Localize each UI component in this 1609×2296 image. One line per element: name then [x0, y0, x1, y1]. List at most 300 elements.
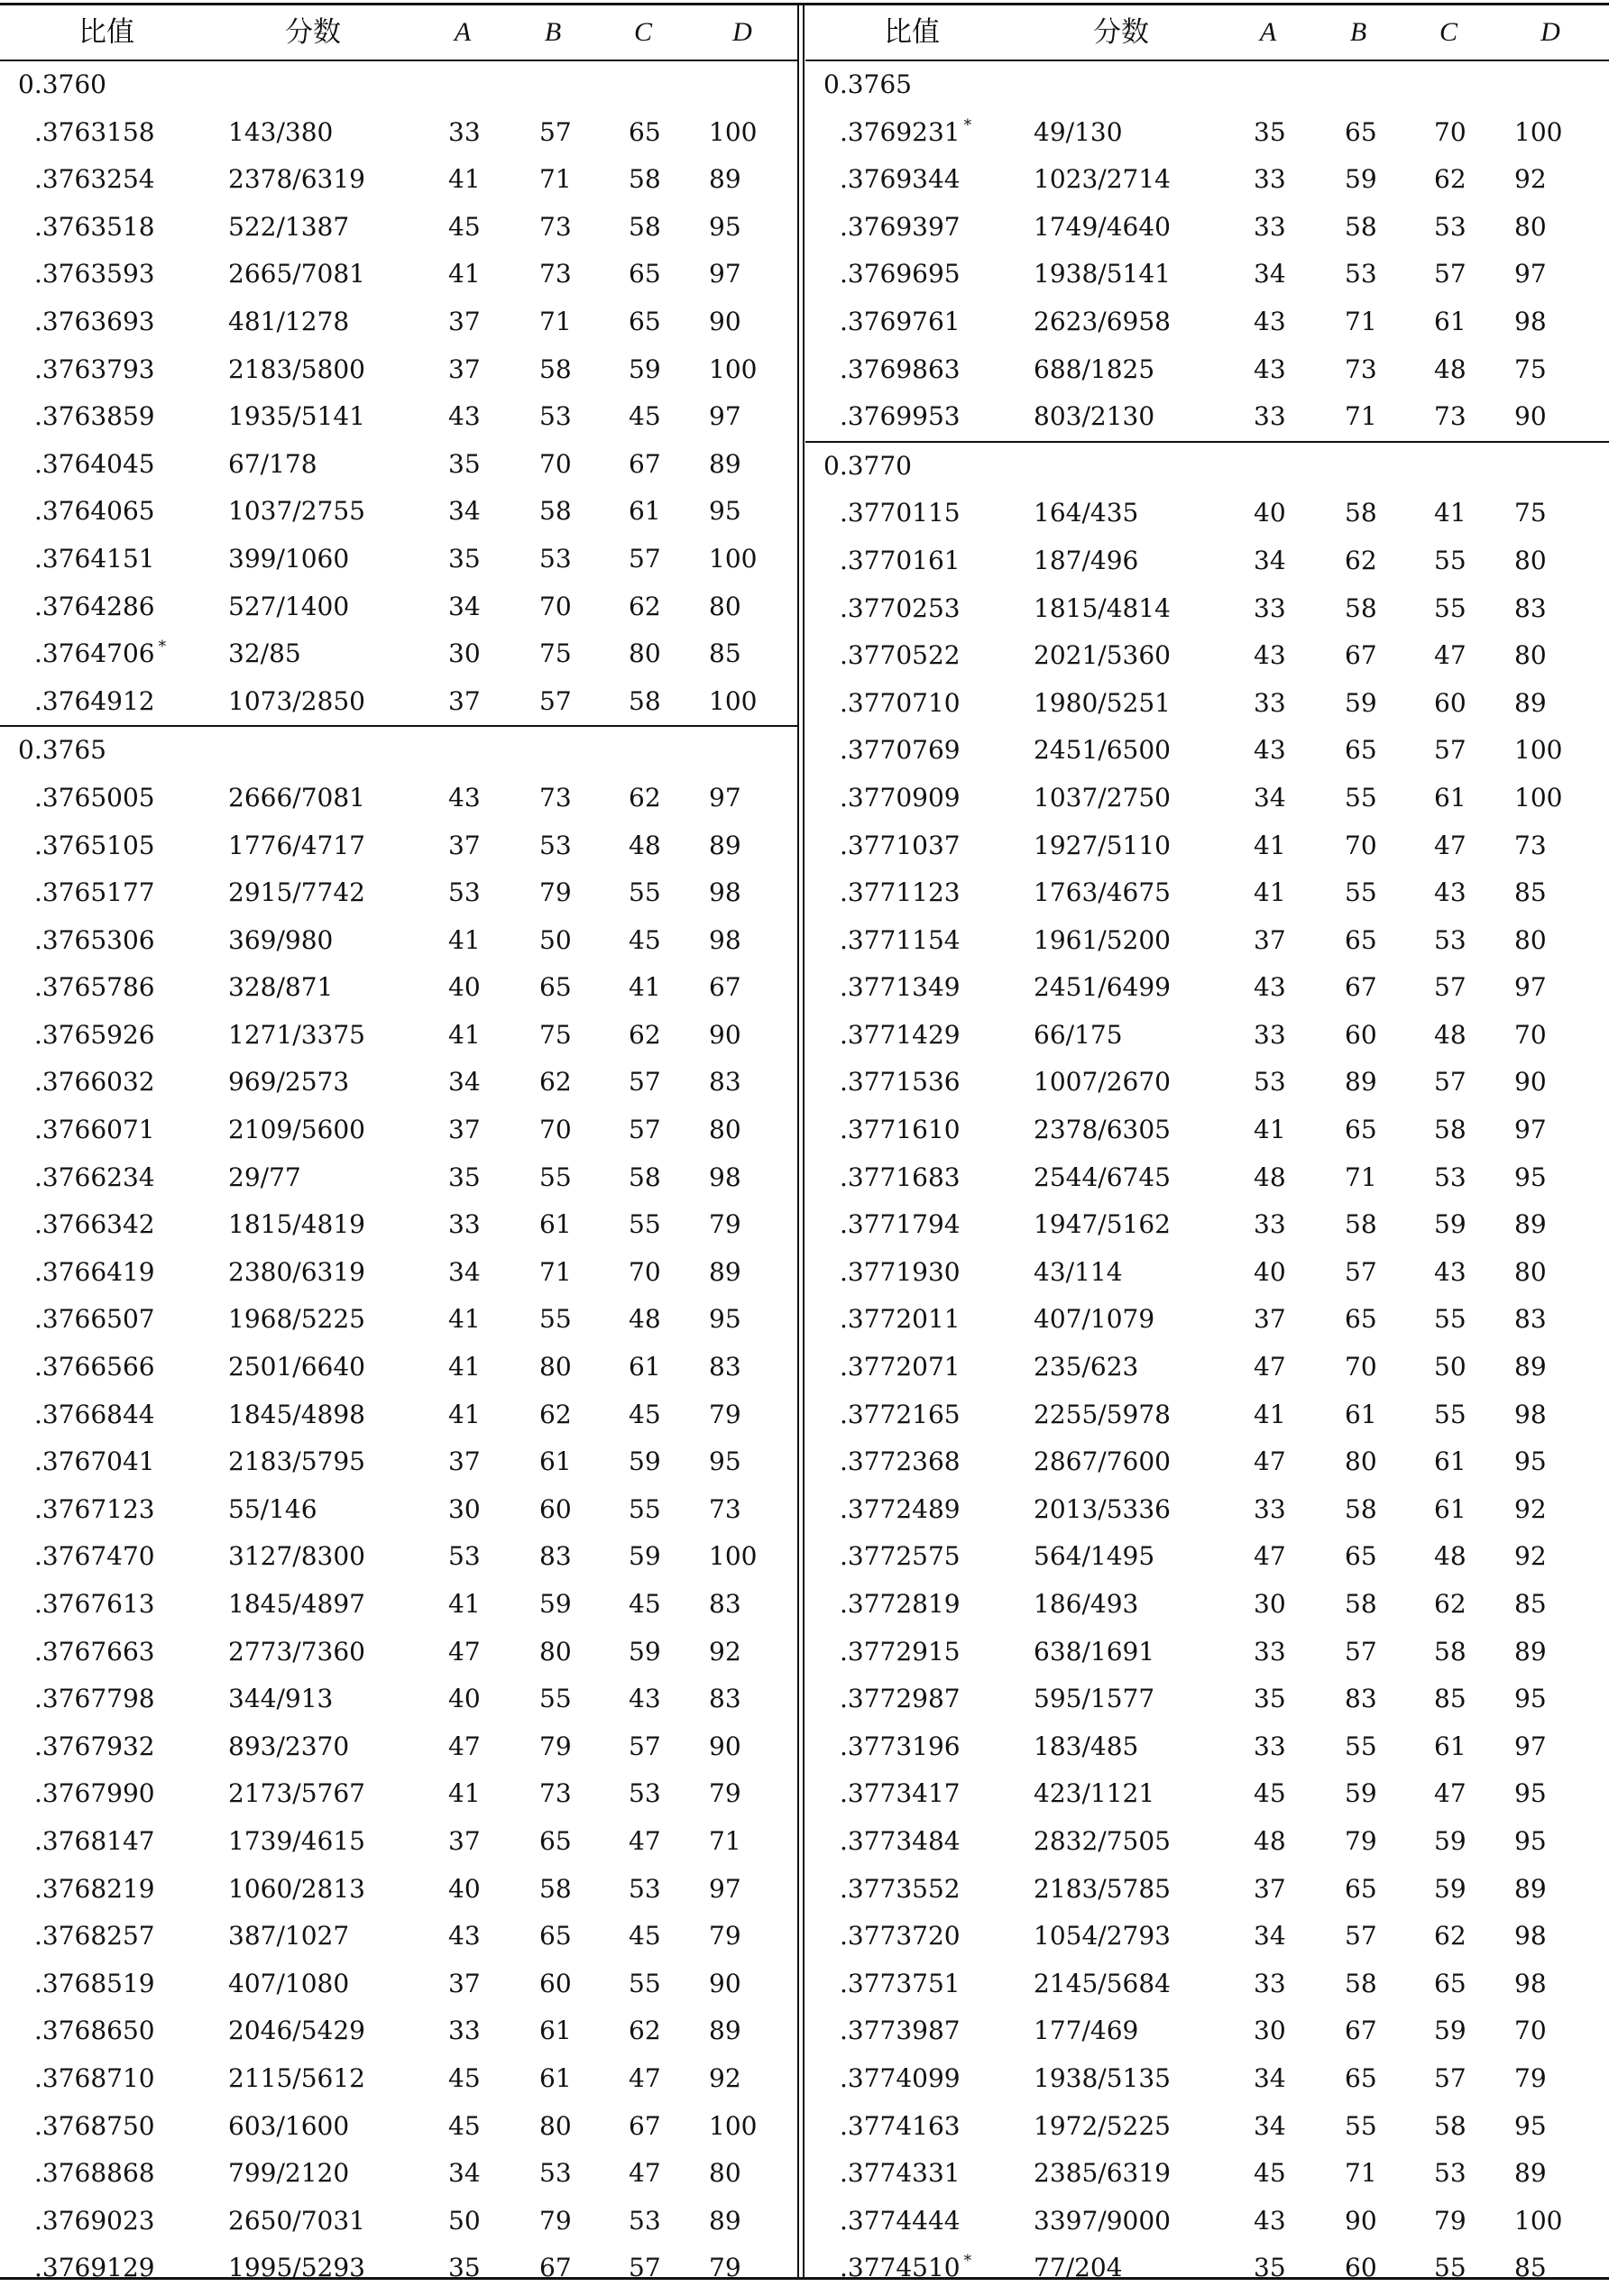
a-cell: 33	[448, 2016, 481, 2046]
a-cell: 41	[448, 164, 481, 195]
ratio-cell: .3764912	[34, 685, 155, 716]
table-row	[0, 536, 798, 583]
fraction-cell: 3397/9000	[1034, 2205, 1171, 2236]
b-cell: 60	[1345, 2253, 1377, 2283]
fraction-cell: 1995/5293	[228, 2253, 365, 2283]
ratio-cell: .3770710	[840, 687, 961, 718]
b-cell: 58	[539, 354, 572, 384]
b-cell: 60	[539, 1968, 572, 1998]
d-cell: 90	[1514, 401, 1547, 432]
c-cell: 53	[1434, 1162, 1466, 1192]
a-cell: 41	[1254, 1115, 1286, 1145]
fraction-cell: 407/1079	[1034, 1304, 1155, 1335]
c-cell: 53	[1434, 924, 1466, 955]
a-cell: 37	[1254, 924, 1286, 955]
ratio-cell: .3767663	[34, 1636, 155, 1667]
ratio-cell: .3768147	[34, 1825, 155, 1856]
c-cell: 59	[1434, 1825, 1466, 1856]
table-row	[0, 1107, 798, 1154]
fraction-cell: 1739/4615	[228, 1825, 365, 1856]
c-cell: 48	[1434, 354, 1466, 384]
d-cell: 85	[1514, 2253, 1547, 2283]
d-cell: 95	[1514, 2110, 1547, 2141]
fraction-cell: 893/2370	[228, 1731, 350, 1761]
c-cell: 62	[629, 782, 661, 813]
ratio-cell: .3764151	[34, 543, 155, 574]
fraction-cell: 2915/7742	[228, 877, 365, 908]
b-cell: 73	[539, 259, 572, 289]
d-cell: 98	[1514, 1399, 1547, 1429]
table-row	[805, 917, 1609, 965]
c-cell: 55	[1434, 545, 1466, 575]
ratio-cell: .3771037	[840, 830, 961, 860]
c-cell: 61	[1434, 1446, 1466, 1477]
table-row	[805, 2055, 1609, 2103]
a-cell: 40	[448, 972, 481, 1003]
fraction-cell: 49/130	[1034, 116, 1123, 147]
table-row	[0, 1059, 798, 1107]
a-cell: 53	[1254, 1067, 1286, 1097]
b-cell: 65	[539, 1921, 572, 1952]
ratio-cell: .3765105	[34, 830, 155, 860]
d-cell: 75	[1514, 354, 1547, 384]
table-row	[805, 1296, 1609, 1344]
a-cell: 43	[1254, 735, 1286, 766]
c-cell: 60	[1434, 687, 1466, 718]
table-header	[805, 5, 1609, 61]
c-cell: 48	[1434, 1019, 1466, 1050]
ratio-cell: .3765005	[34, 782, 155, 813]
fraction-cell: 1060/2813	[228, 1873, 365, 1904]
fraction-cell: 369/980	[228, 924, 334, 955]
a-cell: 34	[1254, 782, 1286, 813]
table-row	[0, 298, 798, 346]
ratio-cell: .3768750	[34, 2110, 155, 2141]
table-row	[0, 2007, 798, 2055]
b-cell: 70	[539, 448, 572, 479]
table-row	[0, 156, 798, 204]
a-cell: 37	[448, 1115, 481, 1145]
d-cell: 95	[1514, 1825, 1547, 1856]
d-cell: 83	[1514, 1304, 1547, 1335]
a-cell: 47	[1254, 1541, 1286, 1572]
table-row	[0, 822, 798, 870]
fraction-cell: 1845/4898	[228, 1399, 365, 1429]
ratio-cell: .3767932	[34, 1731, 155, 1761]
table-row	[805, 869, 1609, 917]
fraction-cell: 595/1577	[1034, 1684, 1155, 1714]
a-cell: 50	[448, 2205, 481, 2236]
fraction-cell: 1037/2750	[1034, 782, 1171, 813]
fraction-cell: 387/1027	[228, 1921, 350, 1952]
d-cell: 97	[1514, 972, 1547, 1003]
fraction-cell: 55/146	[228, 1493, 317, 1524]
ratio-cell: .3769695	[840, 259, 961, 289]
d-cell: 89	[709, 830, 741, 860]
fraction-cell: 143/380	[228, 116, 334, 147]
ratio-cell: .3766234	[34, 1162, 155, 1192]
b-cell: 62	[1345, 545, 1377, 575]
table-row	[0, 1486, 798, 1534]
asterisk-mark: *	[963, 2252, 972, 2271]
a-cell: 34	[448, 496, 481, 527]
ratio-cell: .3767041	[34, 1446, 155, 1477]
table-row	[805, 1486, 1609, 1534]
fraction-cell: 2501/6640	[228, 1352, 365, 1382]
table-row	[0, 1533, 798, 1581]
ratio-cell: .3772165	[840, 1399, 961, 1429]
header-d: D	[732, 17, 752, 47]
a-cell: 33	[1254, 687, 1286, 718]
table-row	[0, 251, 798, 298]
b-cell: 73	[539, 782, 572, 813]
c-cell: 55	[629, 1209, 661, 1240]
ratio-cell: .3774331	[840, 2158, 961, 2189]
d-cell: 89	[709, 448, 741, 479]
ratio-cell: .3771794	[840, 1209, 961, 1240]
ratio-cell: .3773196	[840, 1731, 961, 1761]
table-row	[805, 632, 1609, 680]
fraction-cell: 1947/5162	[1034, 1209, 1171, 1240]
a-cell: 45	[448, 2062, 481, 2093]
fraction-cell: 2109/5600	[228, 1115, 365, 1145]
a-cell: 34	[448, 1256, 481, 1287]
fraction-cell: 527/1400	[228, 591, 350, 621]
ratio-cell: .3769761	[840, 306, 961, 336]
d-cell: 89	[709, 164, 741, 195]
ratio-cell: .3771154	[840, 924, 961, 955]
d-cell: 89	[709, 1256, 741, 1287]
c-cell: 48	[1434, 1541, 1466, 1572]
d-cell: 85	[1514, 877, 1547, 908]
a-cell: 37	[448, 830, 481, 860]
c-cell: 47	[629, 2062, 661, 2093]
table-row	[805, 1581, 1609, 1629]
fraction-cell: 2173/5767	[228, 1778, 365, 1809]
b-cell: 65	[1345, 735, 1377, 766]
table-row	[0, 1866, 798, 1914]
table-row	[805, 727, 1609, 775]
c-cell: 57	[1434, 2062, 1466, 2093]
c-cell: 48	[629, 830, 661, 860]
ratio-cell: .3771123	[840, 877, 961, 908]
b-cell: 73	[1345, 354, 1377, 384]
table-row	[805, 1676, 1609, 1723]
b-cell: 61	[539, 1209, 572, 1240]
table-row	[0, 2150, 798, 2198]
c-cell: 57	[629, 543, 661, 574]
a-cell: 30	[1254, 1589, 1286, 1619]
b-cell: 65	[1345, 1115, 1377, 1145]
fraction-cell: 67/178	[228, 448, 317, 479]
c-cell: 61	[629, 496, 661, 527]
c-cell: 55	[1434, 1304, 1466, 1335]
table-row	[0, 1770, 798, 1818]
ratio-cell: .3773484	[840, 1825, 961, 1856]
fraction-cell: 2013/5336	[1034, 1493, 1171, 1524]
b-cell: 79	[539, 2205, 572, 2236]
b-cell: 71	[1345, 2158, 1377, 2189]
d-cell: 100	[1514, 2205, 1563, 2236]
c-cell: 57	[1434, 1067, 1466, 1097]
b-cell: 58	[539, 1873, 572, 1904]
d-cell: 83	[709, 1352, 741, 1382]
d-cell: 98	[1514, 1968, 1547, 1998]
table-row	[0, 775, 798, 822]
table-row	[0, 204, 798, 252]
a-cell: 43	[1254, 972, 1286, 1003]
header-c: C	[1439, 17, 1458, 47]
a-cell: 37	[448, 1968, 481, 1998]
ratio-cell: .3767990	[34, 1778, 155, 1809]
table-row	[805, 251, 1609, 298]
d-cell: 80	[1514, 924, 1547, 955]
a-cell: 33	[1254, 164, 1286, 195]
d-cell: 83	[709, 1684, 741, 1714]
fraction-cell: 1054/2793	[1034, 1921, 1171, 1952]
a-cell: 30	[1254, 2016, 1286, 2046]
table-row	[805, 2198, 1609, 2245]
a-cell: 41	[448, 1019, 481, 1050]
d-cell: 95	[1514, 1162, 1547, 1192]
b-cell: 75	[539, 1019, 572, 1050]
d-cell: 89	[1514, 687, 1547, 718]
b-cell: 59	[1345, 687, 1377, 718]
fraction-cell: 399/1060	[228, 543, 350, 574]
b-cell: 71	[1345, 1162, 1377, 1192]
d-cell: 98	[709, 1162, 741, 1192]
b-cell: 65	[1345, 1873, 1377, 1904]
table-row	[0, 2055, 798, 2103]
table-row	[805, 298, 1609, 346]
ratio-cell: .3768257	[34, 1921, 155, 1952]
table-row	[0, 1723, 798, 1771]
a-cell: 48	[1254, 1825, 1286, 1856]
d-cell: 100	[1514, 735, 1563, 766]
fraction-cell: 1007/2670	[1034, 1067, 1171, 1097]
c-cell: 70	[629, 1256, 661, 1287]
b-cell: 57	[1345, 1921, 1377, 1952]
b-cell: 80	[539, 1636, 572, 1667]
c-cell: 61	[629, 1352, 661, 1382]
ratio-cell: .3772575	[840, 1541, 961, 1572]
b-cell: 73	[539, 211, 572, 242]
a-cell: 37	[448, 685, 481, 716]
a-cell: 47	[1254, 1352, 1286, 1382]
header-a: A	[1259, 17, 1277, 47]
c-cell: 59	[1434, 2016, 1466, 2046]
header-fraction: 分数	[1093, 16, 1149, 49]
ratio-cell: .3769344	[840, 164, 961, 195]
ratio-cell: .3771429	[840, 1019, 961, 1050]
ratio-cell: .3765926	[34, 1019, 155, 1050]
d-cell: 83	[709, 1589, 741, 1619]
b-cell: 79	[539, 877, 572, 908]
d-cell: 79	[709, 2253, 741, 2283]
table-row	[805, 109, 1609, 157]
a-cell: 37	[1254, 1304, 1286, 1335]
d-cell: 90	[1514, 1067, 1547, 1097]
b-cell: 59	[1345, 1778, 1377, 1809]
ratio-cell: .3773987	[840, 2016, 961, 2046]
fraction-cell: 2021/5360	[1034, 640, 1171, 671]
c-cell: 65	[1434, 1968, 1466, 1998]
c-cell: 85	[1434, 1684, 1466, 1714]
c-cell: 41	[629, 972, 661, 1003]
fraction-cell: 1271/3375	[228, 1019, 365, 1050]
a-cell: 45	[448, 2110, 481, 2141]
b-cell: 58	[1345, 592, 1377, 623]
fraction-cell: 1776/4717	[228, 830, 365, 860]
a-cell: 45	[1254, 2158, 1286, 2189]
a-cell: 34	[1254, 2110, 1286, 2141]
b-cell: 65	[539, 1825, 572, 1856]
ratio-cell: .3766071	[34, 1115, 155, 1145]
b-cell: 67	[1345, 972, 1377, 1003]
table-row	[0, 917, 798, 965]
fraction-cell: 1927/5110	[1034, 830, 1171, 860]
b-cell: 57	[1345, 1256, 1377, 1287]
c-cell: 65	[629, 259, 661, 289]
b-cell: 60	[539, 1493, 572, 1524]
a-cell: 35	[448, 2253, 481, 2283]
c-cell: 58	[629, 685, 661, 716]
b-cell: 58	[539, 496, 572, 527]
c-cell: 55	[1434, 2253, 1466, 2283]
ratio-cell: .3769953	[840, 401, 961, 432]
c-cell: 53	[629, 2205, 661, 2236]
a-cell: 35	[1254, 1684, 1286, 1714]
c-cell: 55	[1434, 1399, 1466, 1429]
b-cell: 53	[539, 543, 572, 574]
ratio-cell: .3766566	[34, 1352, 155, 1382]
c-cell: 79	[1434, 2205, 1466, 2236]
ratio-cell: .3770161	[840, 545, 961, 575]
ratio-cell: .3769397	[840, 211, 961, 242]
d-cell: 80	[709, 2158, 741, 2189]
table-row	[805, 1059, 1609, 1107]
c-cell: 61	[1434, 306, 1466, 336]
d-cell: 89	[1514, 1873, 1547, 1904]
d-cell: 79	[709, 1399, 741, 1429]
ratio-cell: .3763593	[34, 259, 155, 289]
table-row	[805, 1012, 1609, 1060]
b-cell: 71	[1345, 401, 1377, 432]
d-cell: 80	[1514, 640, 1547, 671]
table-row	[0, 488, 798, 536]
d-cell: 95	[709, 496, 741, 527]
c-cell: 55	[629, 1493, 661, 1524]
d-cell: 79	[709, 1921, 741, 1952]
a-cell: 48	[1254, 1162, 1286, 1192]
fraction-cell: 32/85	[228, 638, 301, 669]
left-table-body	[0, 61, 798, 2292]
d-cell: 100	[709, 2110, 758, 2141]
c-cell: 58	[1434, 1636, 1466, 1667]
a-cell: 47	[448, 1731, 481, 1761]
a-cell: 41	[1254, 877, 1286, 908]
c-cell: 45	[629, 924, 661, 955]
table-row	[0, 1391, 798, 1439]
c-cell: 53	[1434, 2158, 1466, 2189]
table-row	[0, 1818, 798, 1866]
c-cell: 43	[1434, 877, 1466, 908]
c-cell: 57	[1434, 735, 1466, 766]
d-cell: 80	[1514, 545, 1547, 575]
d-cell: 100	[709, 1541, 758, 1572]
c-cell: 47	[1434, 830, 1466, 860]
ratio-cell: .3763859	[34, 401, 155, 432]
b-cell: 61	[539, 2016, 572, 2046]
fraction-cell: 969/2573	[228, 1067, 350, 1097]
b-cell: 58	[1345, 1589, 1377, 1619]
b-cell: 83	[1345, 1684, 1377, 1714]
fraction-cell: 423/1121	[1034, 1778, 1155, 1809]
a-cell: 34	[1254, 259, 1286, 289]
a-cell: 33	[1254, 1209, 1286, 1240]
a-cell: 33	[1254, 211, 1286, 242]
ratio-cell: .3763518	[34, 211, 155, 242]
d-cell: 95	[709, 1304, 741, 1335]
ratio-cell: .3769129	[34, 2253, 155, 2283]
fraction-cell: 2666/7081	[228, 782, 365, 813]
c-cell: 58	[629, 1162, 661, 1192]
header-b: B	[1349, 17, 1367, 47]
ratio-cell: .3764706 *	[34, 638, 167, 669]
fraction-cell: 1749/4640	[1034, 211, 1171, 242]
b-cell: 79	[539, 1731, 572, 1761]
a-cell: 37	[448, 354, 481, 384]
b-cell: 55	[1345, 877, 1377, 908]
fraction-cell: 2451/6500	[1034, 735, 1171, 766]
a-cell: 33	[1254, 1636, 1286, 1667]
b-cell: 58	[1345, 1968, 1377, 1998]
d-cell: 100	[709, 354, 758, 384]
table-row	[0, 393, 798, 441]
b-cell: 53	[539, 2158, 572, 2189]
b-cell: 80	[1345, 1446, 1377, 1477]
a-cell: 34	[1254, 545, 1286, 575]
fraction-cell: 2451/6499	[1034, 972, 1171, 1003]
c-cell: 58	[629, 164, 661, 195]
d-cell: 90	[709, 1019, 741, 1050]
c-cell: 55	[629, 1968, 661, 1998]
d-cell: 100	[709, 543, 758, 574]
d-cell: 67	[709, 972, 741, 1003]
a-cell: 43	[1254, 2205, 1286, 2236]
a-cell: 30	[448, 1493, 481, 1524]
table-row	[0, 1012, 798, 1060]
c-cell: 73	[1434, 401, 1466, 432]
d-cell: 80	[1514, 1256, 1547, 1287]
fraction-cell: 43/114	[1034, 1256, 1123, 1287]
d-cell: 89	[1514, 1352, 1547, 1382]
b-cell: 67	[1345, 640, 1377, 671]
section-label: 0.3770	[805, 441, 1609, 491]
a-cell: 40	[1254, 1256, 1286, 1287]
fraction-cell: 638/1691	[1034, 1636, 1155, 1667]
ratio-cell: .3764045	[34, 448, 155, 479]
table-row	[805, 490, 1609, 537]
c-cell: 53	[629, 1778, 661, 1809]
ratio-cell: .3763693	[34, 306, 155, 336]
a-cell: 41	[448, 1304, 481, 1335]
ratio-cell: .3767798	[34, 1684, 155, 1714]
a-cell: 53	[448, 877, 481, 908]
table-row	[0, 2198, 798, 2245]
fraction-cell: 66/175	[1034, 1019, 1123, 1050]
ratio-cell: .3770253	[840, 592, 961, 623]
